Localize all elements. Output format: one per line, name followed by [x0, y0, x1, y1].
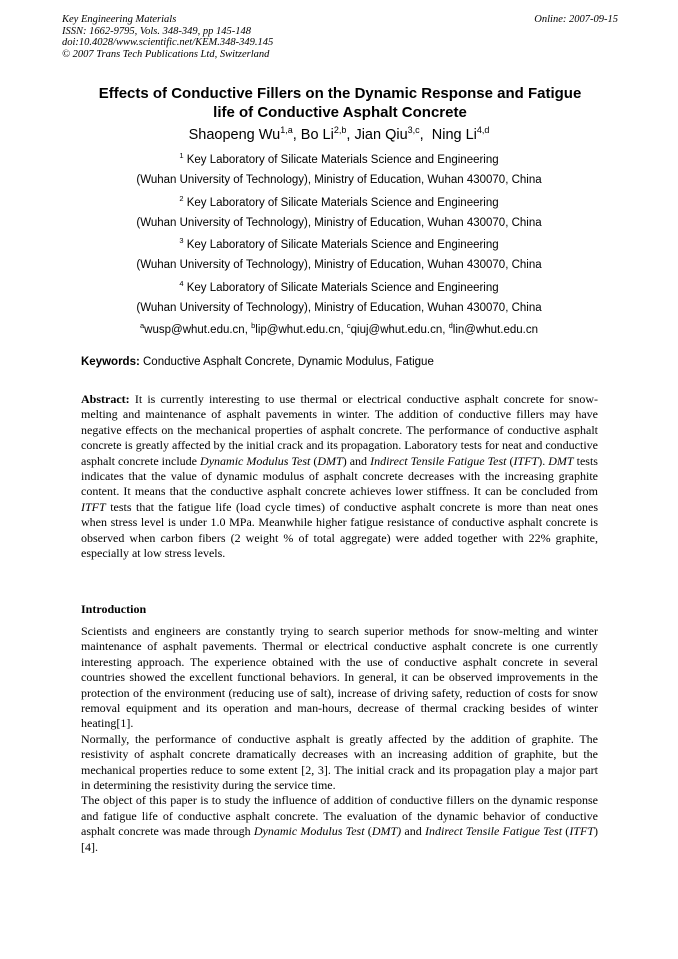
email-sup: a	[140, 321, 145, 330]
affiliation-4-line-2: (Wuhan University of Technology), Ministry of Education, Wuhan 430070, China	[136, 302, 542, 314]
email-link[interactable]: qiuj@whut.edu.cn	[350, 323, 443, 336]
email-link[interactable]: wusp@whut.edu.cn	[144, 323, 245, 336]
intro-paragraph-3: The object of this paper is to study the influence of addition of conductive fillers on the dynamic response and fatigue life of conductive asphalt concrete. The evaluation of the dynamic behavior of conductive asphalt concrete was made through Dynamic Modulus Test (DMT) and Indirect Tensile Fatigue Test (ITFT)[4].	[81, 793, 598, 854]
email-line: $^a$wusp@whut.edu.cn, $^b$lip@whut.edu.cn, $^c$qiuj@whut.edu.cn, $^d$lin@whut.edu.cn	[140, 321, 538, 336]
abstract-section: Abstract: It is currently interesting to use thermal or electrical conductive asphalt concrete for snow-melting and maintenance of asphalt pavements in winter. The addition of conductive fillers may have negative effects on the mechanical properties of asphalt concrete. The performance of conductive asphalt concrete is greatly affected by the initial crack and its propagation. Laboratory tests for neat and conductive asphalt concrete include Dynamic Modulus Test (DMT) and Indirect Tensile Fatigue Test (ITFT). DMT tests indicates that the value of dynamic modulus of asphalt concrete decreases with the increasing graphite content. It means that the conductive asphalt concrete achieves lower stiffness. It can be concluded from ITFT tests that the fatigue life (load cycle times) of conductive asphalt concrete is more than neat ones when stress level is under 1.0 MPa. Meanwhile higher fatigue resistance of conductive asphalt concrete is observed when carbon fibers (2 weight % of total aggregate) were added together with 22% graphite, especially at low stress levels.	[81, 392, 599, 561]
affiliation-1-line-1	[0, 151, 678, 166]
intro-paragraph-2: Normally, the performance of conductive asphalt is greatly affected by the addition of graphite. The resistivity of asphalt concrete dramatically decreases with an increasing addition of graphite, but the mechanical properties reduce to some extent [2, 3]. The initial crack and its propagation play a major part in determining the resistivity during the service time.	[81, 731, 598, 793]
affiliation-num: 2	[179, 194, 184, 203]
affiliation-1-line-2: (Wuhan University of Technology), Ministry of Education, Wuhan 430070, China	[136, 174, 542, 186]
affiliation-3-line-2: (Wuhan University of Technology), Ministry of Education, Wuhan 430070, China	[136, 259, 542, 271]
affiliation-2-line-1	[0, 194, 678, 209]
doi-line: doi:10.4028/www.scientific.net/KEM.348-349.145	[62, 37, 274, 48]
author-sup: 3,c	[407, 125, 420, 135]
affiliation-4-line-1	[0, 279, 678, 294]
affiliation-2-line-2: (Wuhan University of Technology), Ministry of Education, Wuhan 430070, China	[136, 217, 542, 229]
copyright-line: © 2007 Trans Tech Publications Ltd, Switzerland	[62, 48, 270, 60]
introduction-section	[81, 624, 598, 855]
online-date: Online: 2007-09-15	[534, 14, 618, 25]
intro-paragraph-1: Scientists and engineers are constantly trying to search superior methods for snow-melting and winter maintenance of asphalt pavements. Thermal or electrical conductive asphalt concrete is one currently interesting approach. The experience obtained with the use of conductive asphalt concrete in several countries showed the excellent functional behaviors. In general, it can be observed improvements in the protection of the environment (reducing use of salt), increase of driving safety, reduction of costs for snow removal equipment and its operation and man-hours, decrease of thermal cracking besides of winter heating[1].	[81, 624, 598, 731]
author-name: Bo Li	[300, 126, 334, 143]
abstract-text: and	[349, 453, 368, 468]
abstract-label: Abstract:	[81, 392, 130, 406]
affiliation-num: 3	[179, 236, 184, 245]
abstract-term: Dynamic Modulus Test	[200, 453, 311, 468]
abstract-text: tests indicates that the value of dynamic modulus of asphalt concrete decreases with the increasing graphite content. It means that the conductive asphalt concrete achieves lower stiffness. It can be concluded from	[81, 453, 598, 499]
affiliation-3-line-1	[0, 236, 678, 251]
intro-text: and	[404, 824, 422, 839]
abstract-term: ITFT	[513, 453, 539, 468]
affiliation-text: Key Laboratory of Silicate Materials Science and Engineering	[186, 196, 499, 209]
email-sup: d	[448, 321, 453, 330]
email-link[interactable]: lin@whut.edu.cn	[452, 323, 538, 336]
journal-name: Key Engineering Materials	[62, 14, 177, 25]
affiliation-text: Key Laboratory of Silicate Materials Science and Engineering	[186, 153, 499, 166]
abstract-term: DMT	[317, 453, 343, 468]
abstract-term: Indirect Tensile Fatigue Test	[370, 453, 507, 468]
journal-header	[62, 14, 618, 60]
keywords-line	[81, 356, 621, 368]
intro-term: DMT)	[371, 824, 402, 839]
author-sup: 2,b	[333, 125, 347, 135]
abstract-text: tests that the fatigue life (load cycle times) of conductive asphalt concrete is more than neat ones when stress level is under 1.0 MPa. Meanwhile higher fatigue resistance of conductive asphalt concrete is observed when carbon fibers (2 weight % of total aggregate) were added together with 22% graphite, especially at low stress levels.	[81, 499, 599, 561]
title-line-2: life of Conductive Asphalt Concrete	[213, 104, 467, 121]
affiliation-num: 1	[179, 151, 184, 160]
intro-text: )[4].	[81, 824, 598, 854]
author-sup: 1,a	[280, 125, 293, 135]
abstract-term: ITFT	[81, 499, 106, 514]
author-list: Shaopeng Wu$^{1,a}$, Bo Li$^{2,b}$, Jian Qiu$^{3,c}$, Ning Li$^{4,d}$	[188, 125, 490, 143]
email-sup: b	[251, 321, 256, 330]
keywords-text: Conductive Asphalt Concrete, Dynamic Modulus, Fatigue	[143, 356, 434, 368]
keywords-label: Keywords:	[81, 356, 140, 368]
author-name: Ning Li	[431, 126, 477, 143]
intro-text: The object of this paper is to study the influence of addition of conductive fillers on the dynamic response and fatigue life of conductive asphalt concrete. The evaluation of the dynamic behavior of conductive asphalt concrete was made through	[81, 793, 598, 839]
author-name: Shaopeng Wu	[188, 126, 281, 143]
affiliation-text: Key Laboratory of Silicate Materials Science and Engineering	[186, 238, 499, 251]
intro-term: Dynamic Modulus Test	[253, 824, 365, 839]
email-link[interactable]: lip@whut.edu.cn	[255, 323, 341, 336]
issn-line: ISSN: 1662-9795, Vols. 348-349, pp 145-148	[62, 25, 251, 37]
affiliation-text: Key Laboratory of Silicate Materials Science and Engineering	[186, 281, 499, 294]
author-sup: 4,d	[476, 125, 490, 135]
title-line-1: Effects of Conductive Fillers on the Dynamic Response and Fatigue	[98, 85, 582, 102]
affiliation-num: 4	[179, 279, 184, 288]
abstract-term: DMT	[548, 453, 574, 468]
abstract-text: It is currently interesting to use thermal or electrical conductive asphalt concrete for snow-melting and maintenance of asphalt pavements in winter. The addition of conductive fillers may have negative effects on the mechanical properties of asphalt concrete. The performance of conductive asphalt concrete is greatly affected by the initial crack and its propagation. Laboratory tests for neat and conductive asphalt concrete include	[81, 392, 599, 468]
author-name: Jian Qiu	[354, 126, 408, 143]
introduction-heading: Introduction	[81, 602, 147, 616]
email-sup: c	[346, 321, 351, 330]
paper-title	[60, 84, 620, 122]
intro-term: Indirect Tensile Fatigue Test	[424, 824, 563, 839]
intro-term: ITFT	[569, 824, 594, 839]
